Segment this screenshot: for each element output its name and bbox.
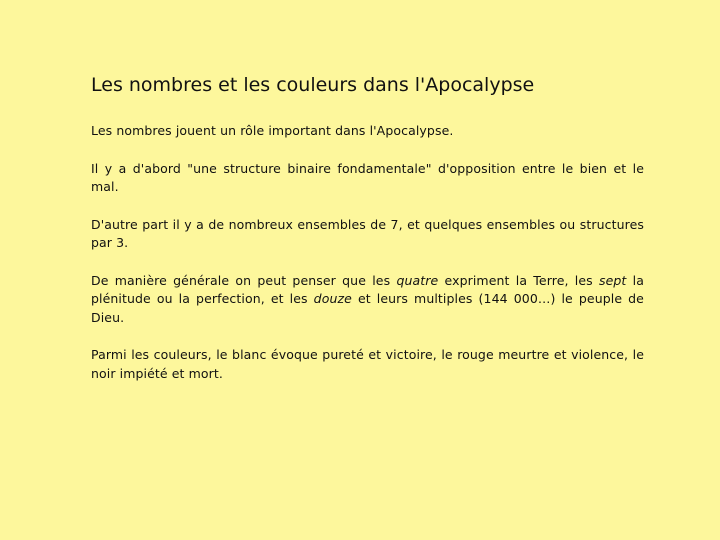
emphasis-quatre: quatre <box>396 272 439 288</box>
paragraph-1: Les nombres jouent un rôle important dans l'Apocalypse. <box>91 123 454 138</box>
emphasis-sept: sept <box>599 272 627 288</box>
slide-title: Les nombres et les couleurs dans l'Apocalypse <box>91 74 535 96</box>
slide-body <box>91 122 644 383</box>
paragraph-4-text-4: et leurs multiples (144 000…) le peuple de Dieu. <box>91 291 644 325</box>
paragraph-3: D'autre part il y a de nombreux ensembles de 7, et quelques ensembles ou structures par 3. <box>91 216 644 250</box>
paragraph-5: Parmi les couleurs, le blanc évoque pureté et victoire, le rouge meurtre et violence, le noir impiété et mort. <box>91 347 644 381</box>
emphasis-douze: douze <box>313 291 352 306</box>
paragraph-4-text-3: la plénitude ou la perfection, et les <box>91 272 645 306</box>
paragraph-4-text-2: expriment la Terre, les <box>438 272 599 288</box>
slide <box>91 72 644 402</box>
paragraph-2: Il y a d'abord "une structure binaire fondamentale" d'opposition entre le bien et le mal. <box>91 160 644 194</box>
paragraph-4 <box>91 272 644 328</box>
paragraph-4-text-1: De manière générale on peut penser que les <box>91 272 397 288</box>
